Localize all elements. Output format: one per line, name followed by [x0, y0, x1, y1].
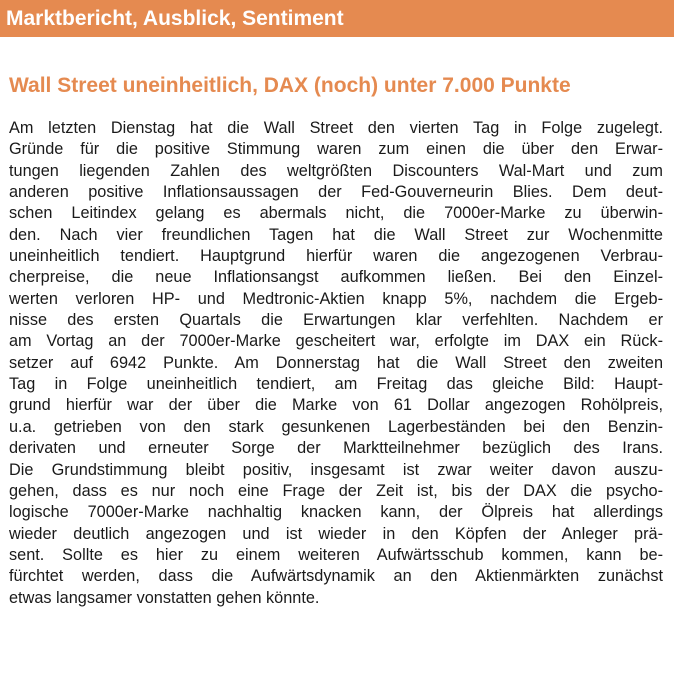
article-title: Wall Street uneinheitlich, DAX (noch) unter 7.000 Punkte [9, 74, 571, 97]
body-line: cherpreise, die neue Inflationsangst aufkommen ließen. Bei den Einzel- [9, 268, 663, 287]
body-line: werten verloren HP- und Medtronic-Aktien knapp 5%, nachdem die Ergeb- [9, 289, 663, 308]
body-line: am Vortag an der 7000er-Marke gescheitert war, erfolgte im DAX ein Rück- [9, 332, 663, 351]
section-header [0, 0, 674, 37]
section-title: Marktbericht, Ausblick, Sentiment [6, 7, 344, 30]
body-line: Die Grundstimmung bleibt positiv, insgesamt ist zwar weiter davon auszu- [9, 460, 663, 479]
body-line: setzer auf 6942 Punkte. Am Donnerstag hat die Wall Street den zweiten [9, 353, 663, 372]
body-line: fürchtet werden, dass die Aufwärtsdynamik an den Aktienmärkten zunächst [9, 567, 663, 586]
body-line: u.a. getrieben von den stark gesunkenen Lagerbeständen bei den Benzin- [9, 417, 663, 436]
article-body [9, 118, 663, 609]
body-line: Tag in Folge uneinheitlich tendiert, am Freitag das gleiche Bild: Haupt- [9, 375, 663, 394]
body-line: grund hierfür war der über die Marke von 61 Dollar angezogen Rohölpreis, [9, 396, 663, 415]
body-line: tungen liegenden Zahlen des weltgrößten Discounters Wal-Mart und zum [9, 161, 663, 180]
body-line: nisse des ersten Quartals die Erwartungen klar verfehlten. Nachdem er [9, 311, 663, 330]
body-line: schen Leitindex gelang es abermals nicht, die 7000er-Marke zu überwin- [9, 204, 663, 223]
body-line: sent. Sollte es hier zu einem weiteren Aufwärtsschub kommen, kann be- [9, 545, 663, 564]
body-line: wieder deutlich angezogen und ist wieder in den Köpfen der Anleger prä- [9, 524, 663, 543]
body-line: den. Nach vier freundlichen Tagen hat die Wall Street zur Wochenmitte [9, 225, 663, 244]
body-line: Am letzten Dienstag hat die Wall Street den vierten Tag in Folge zugelegt. [9, 119, 663, 137]
body-line: etwas langsamer vonstatten gehen könnte. [9, 588, 320, 607]
body-line: logische 7000er-Marke nachhaltig knacken kann, der Ölpreis hat allerdings [9, 503, 663, 522]
body-line: derivaten und erneuter Sorge der Marktteilnehmer bezüglich des Irans. [9, 439, 663, 458]
body-line: Gründe für die positive Stimmung waren zum einen die über den Erwar- [9, 140, 663, 159]
body-line: gehen, dass es nur noch eine Frage der Zeit ist, bis der DAX die psycho- [9, 481, 663, 500]
body-line: uneinheitlich tendiert. Hauptgrund hierfür waren die angezogenen Verbrau- [9, 247, 663, 266]
body-line: anderen positive Inflationsaussagen der Fed-Gouverneurin Blies. Dem deut- [9, 183, 663, 202]
